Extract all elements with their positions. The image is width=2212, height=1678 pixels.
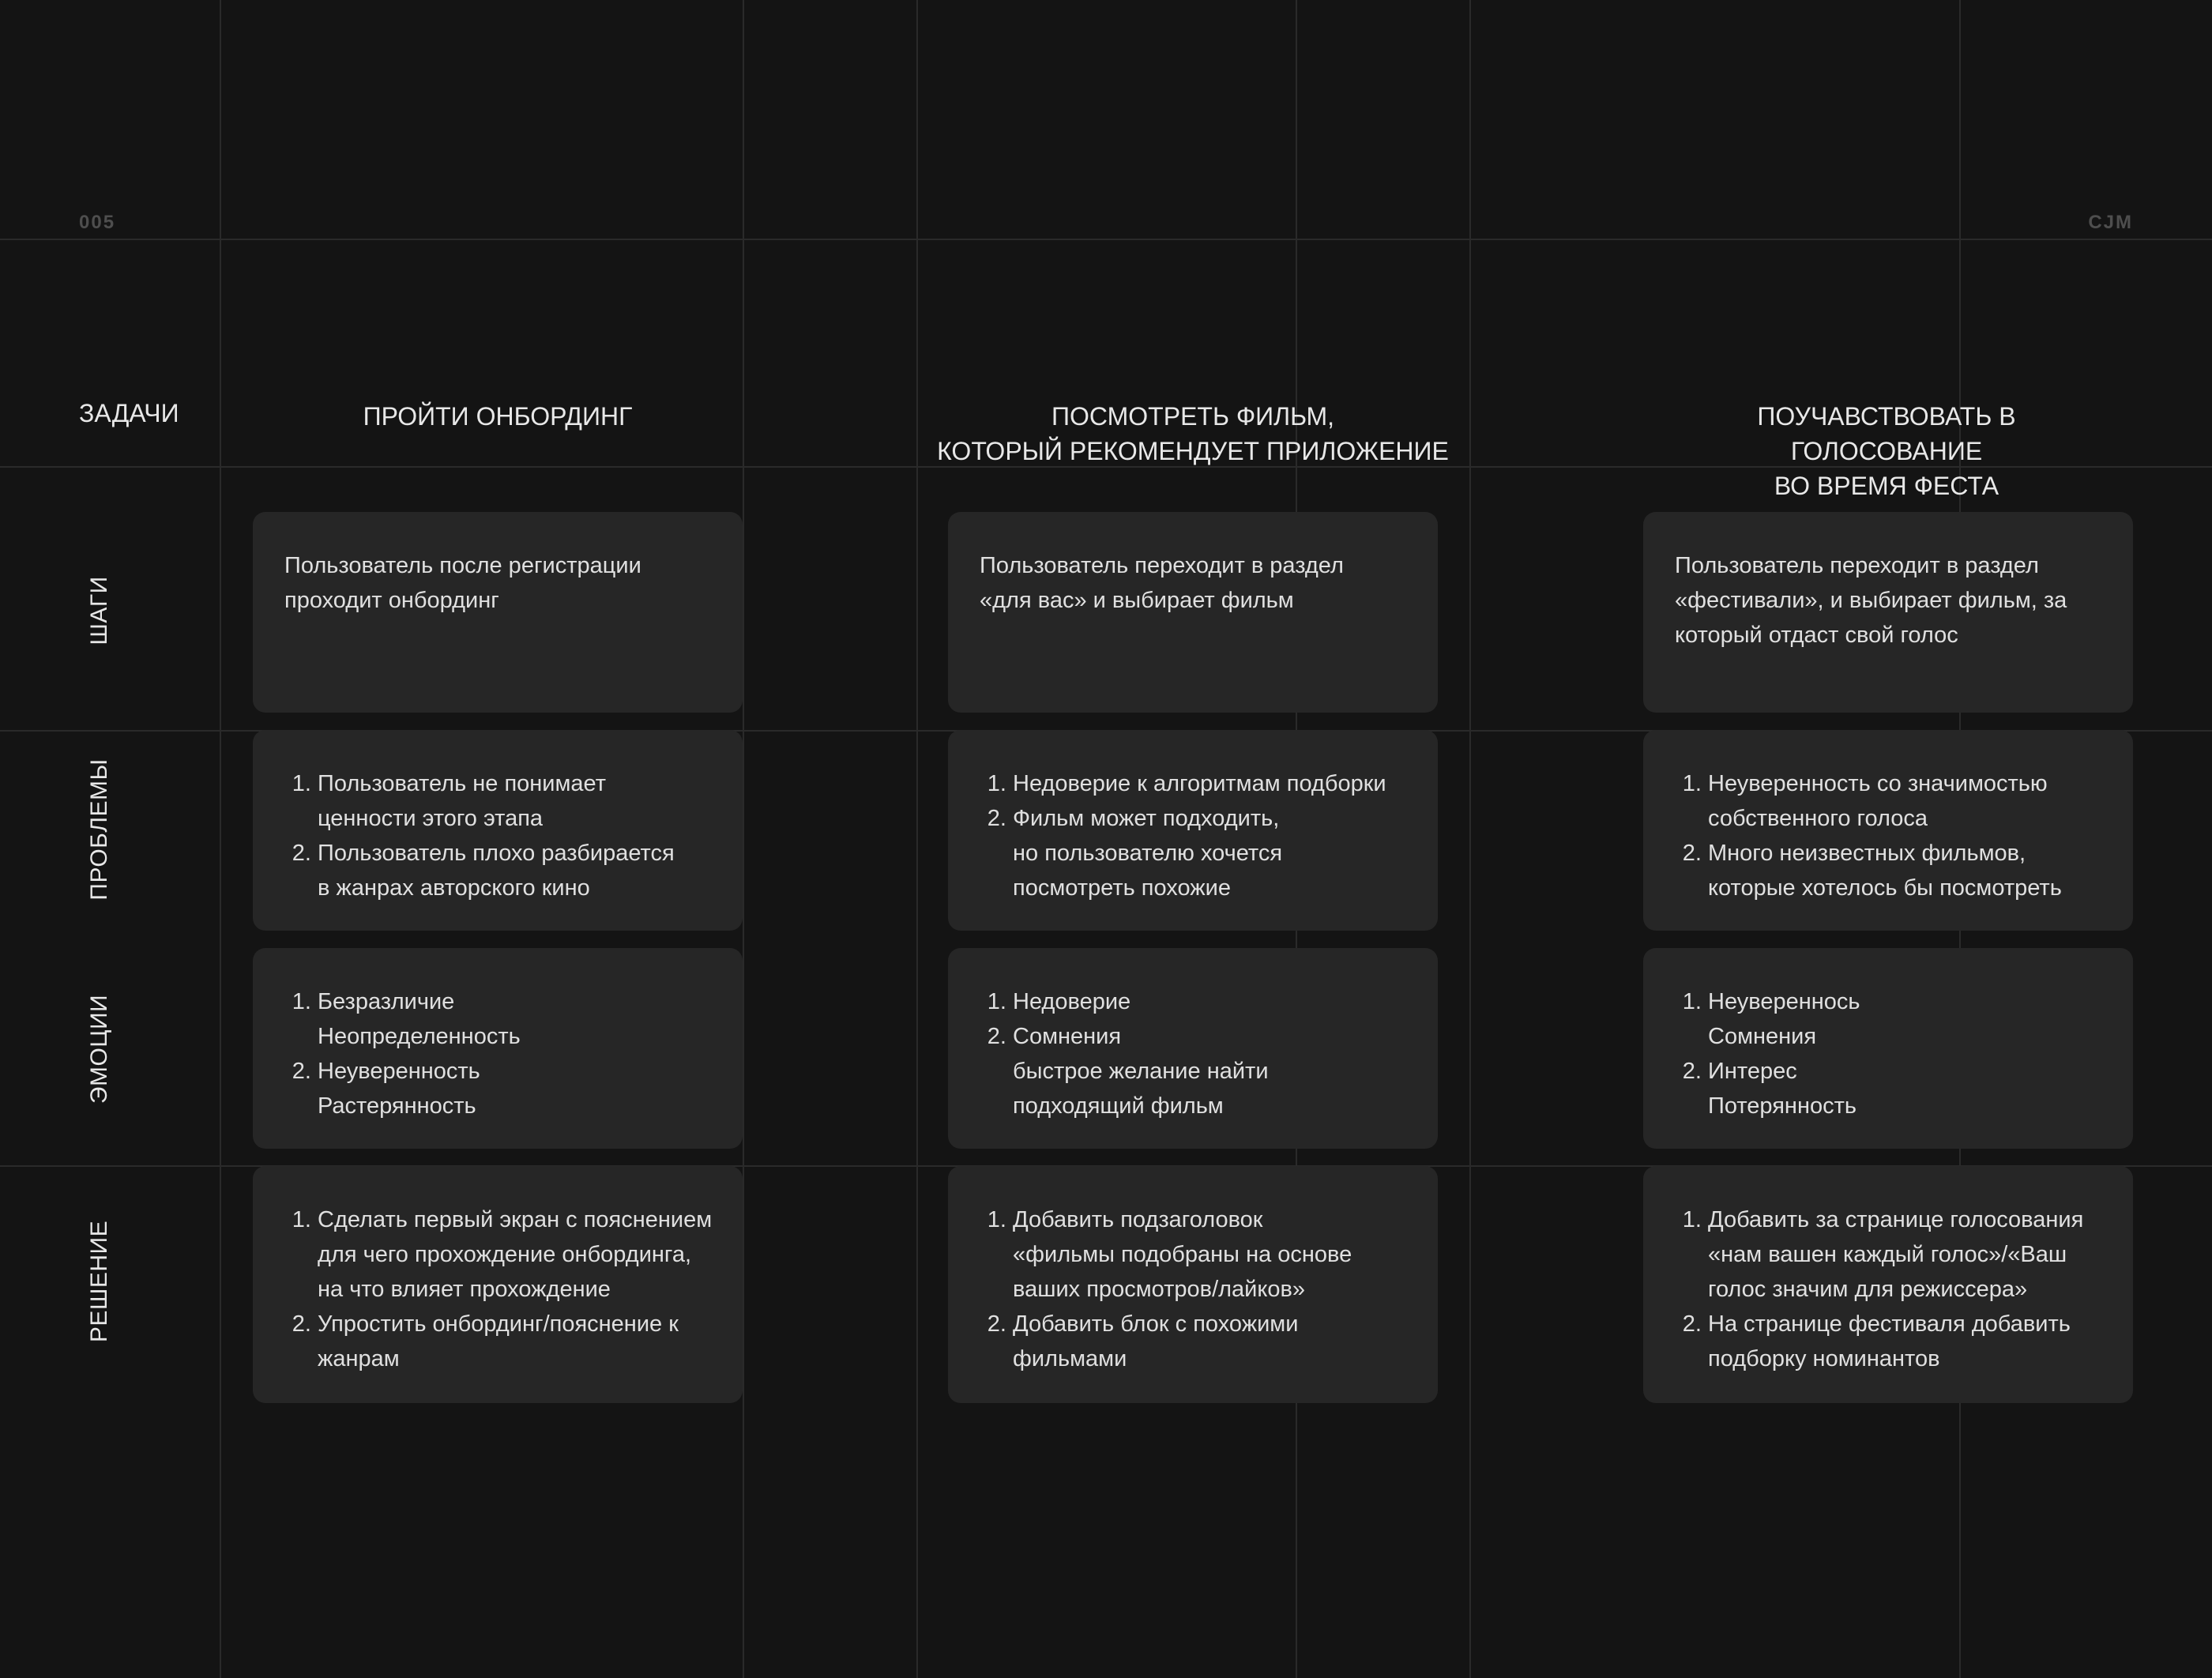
list-item: 2. Упростить онбординг/пояснение к жанрам — [318, 1307, 719, 1376]
grid-line — [0, 239, 2212, 240]
list-item: 2. Сомнения быстрое желание найти подходящий фильм — [1013, 1019, 1414, 1123]
steps-card — [1643, 512, 2133, 713]
problems-list — [980, 766, 1414, 905]
list-item: 1. Неуверенность со значимостью собственного голоса — [1708, 766, 2109, 836]
tasks-label: ЗАДАЧИ — [79, 399, 179, 427]
steps-card — [948, 512, 1438, 713]
problems-card — [253, 730, 743, 931]
task-title-onboarding: ПРОЙТИ ОНБОРДИНГ — [363, 402, 633, 431]
problems-list — [284, 766, 719, 905]
page-number: 005 — [79, 212, 116, 233]
solutions-card — [1643, 1166, 2133, 1403]
list-item: 2. Фильм может подходить, но пользователю хочется посмотреть похожие — [1013, 801, 1414, 905]
grid-line — [916, 0, 918, 1678]
emotions-card — [948, 948, 1438, 1149]
steps-text: Пользователь переходит в раздел «для вас» и выбирает фильм — [980, 553, 1344, 613]
solutions-list — [284, 1202, 719, 1376]
task-title-voting: ПОУЧАВСТВОВАТЬ В ГОЛОСОВАНИЕ ВО ВРЕМЯ ФЕСТА — [1757, 402, 2016, 500]
list-item: 1. Добавить за странице голосования «нам вашен каждый голос»/«Ваш голос значим для режиссера» — [1708, 1202, 2109, 1307]
grid-line — [743, 0, 744, 1678]
steps-card — [253, 512, 743, 713]
solutions-list — [980, 1202, 1414, 1376]
section-tag: CJM — [2088, 212, 2133, 233]
grid-line — [1469, 0, 1471, 1678]
list-item: 1. Добавить подзаголовок «фильмы подобраны на основе ваших просмотров/лайков» — [1013, 1202, 1414, 1307]
list-item: 1. Недоверие к алгоритмам подборки — [1013, 766, 1414, 801]
list-item: 2. Много неизвестных фильмов, которые хотелось бы посмотреть — [1708, 836, 2109, 905]
steps-text: Пользователь после регистрации проходит онбординг — [284, 553, 641, 613]
emotions-card — [1643, 948, 2133, 1149]
problems-card — [948, 730, 1438, 931]
solutions-card — [948, 1166, 1438, 1403]
list-item: 1. Безразличие Неопределенность — [318, 984, 719, 1054]
emotions-list — [284, 984, 719, 1123]
list-item: 1. Пользователь не понимает ценности этого этапа — [318, 766, 719, 836]
list-item: 1. Недоверие — [1013, 984, 1414, 1019]
problems-list — [1675, 766, 2109, 905]
grid-line — [220, 0, 221, 1678]
list-item: 1. Неувереннось Сомнения — [1708, 984, 2109, 1054]
problems-card — [1643, 730, 2133, 931]
list-item: 1. Сделать первый экран с пояснением для чего прохождение онбординга, на что влияет прохождение — [318, 1202, 719, 1307]
solutions-list — [1675, 1202, 2109, 1376]
emotions-list — [980, 984, 1414, 1123]
list-item: 2. Неуверенность Растерянность — [318, 1054, 719, 1123]
list-item: 2. Пользователь плохо разбирается в жанрах авторского кино — [318, 836, 719, 905]
task-title-recommendation: ПОСМОТРЕТЬ ФИЛЬМ, КОТОРЫЙ РЕКОМЕНДУЕТ ПРИЛОЖЕНИЕ — [937, 402, 1449, 465]
list-item: 2. Добавить блок с похожими фильмами — [1013, 1307, 1414, 1376]
list-item: 2. Интерес Потерянность — [1708, 1054, 2109, 1123]
emotions-card — [253, 948, 743, 1149]
steps-text: Пользователь переходит в раздел «фестивали», и выбирает фильм, за который отдаст свой голос — [1675, 553, 2067, 648]
emotions-list — [1675, 984, 2109, 1123]
solutions-card — [253, 1166, 743, 1403]
list-item: 2. На странице фестиваля добавить подборку номинантов — [1708, 1307, 2109, 1376]
